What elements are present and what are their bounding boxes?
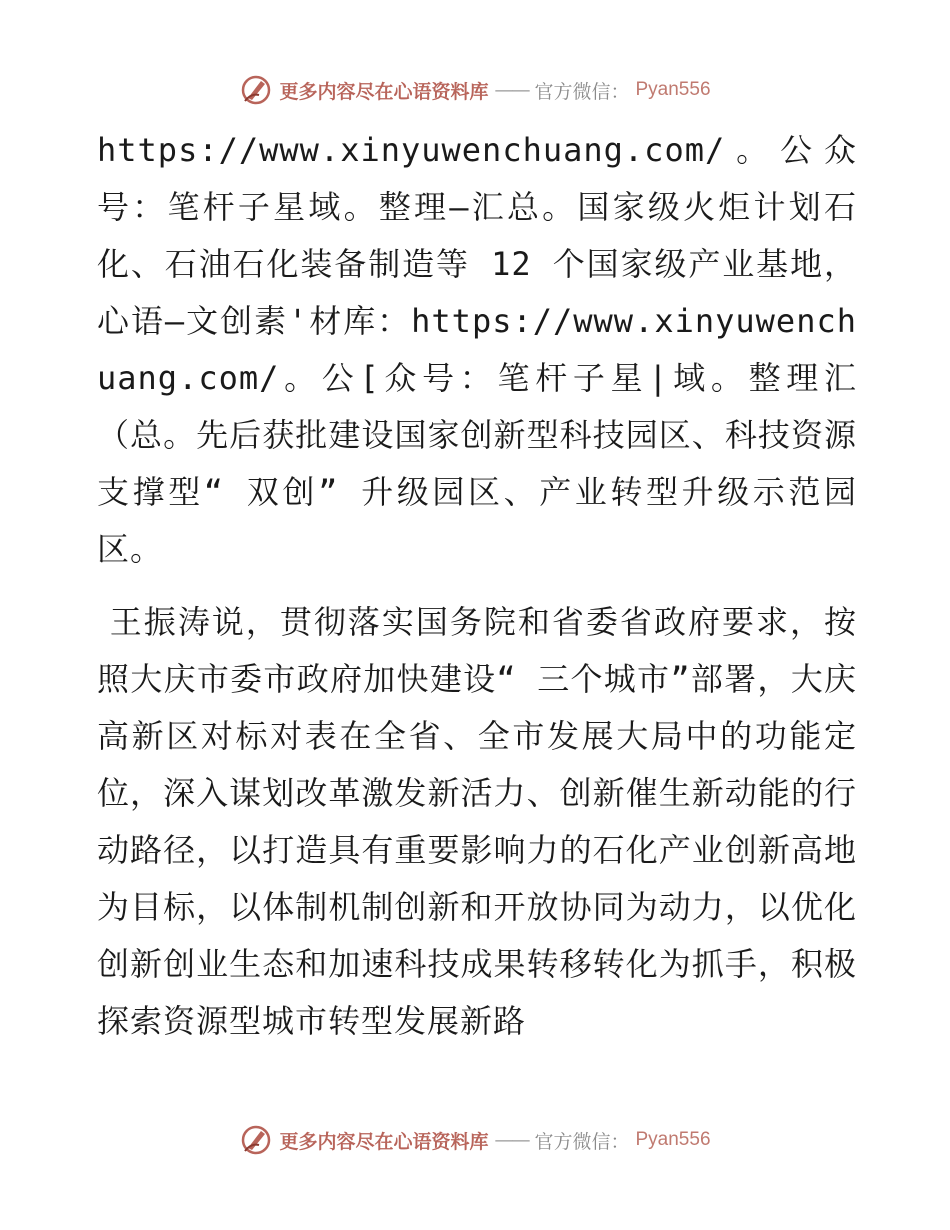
banner-wechat-handle: Pyan556 [635, 79, 711, 100]
banner-brand-text: 更多内容尽在心语资料库 [279, 1130, 489, 1153]
paragraph-1: https://www.xinyuwenchuang.com/。公众号：笔杆子星域。整理—汇总。国家级火炬计划石化、石油石化装备制造等 12 个国家级产业基地，心语—文创素'材库：https://www.xinyuwenchuang.com/。公[众号：笔杆子星|域。整理汇（总。先后获批建设国家创新型科技园区、科技资源支撑型“ 双创” 升级园区、产业转型升级示范园区。 [97, 131, 857, 568]
document-body [97, 122, 857, 1050]
banner-dash: —— [494, 79, 529, 101]
banner-wechat-label: 官方微信： [534, 80, 630, 103]
header-banner [0, 70, 950, 110]
footer-banner [0, 1120, 950, 1160]
banner-dash: —— [494, 1129, 529, 1151]
logo-pen-icon [239, 73, 273, 107]
banner-wechat-label: 官方微信： [534, 1130, 630, 1153]
banner-wechat-handle: Pyan556 [635, 1129, 711, 1150]
banner-brand-text: 更多内容尽在心语资料库 [279, 80, 489, 103]
paragraph-2: 王振涛说，贯彻落实国务院和省委省政府要求，按照大庆市委市政府加快建设“ 三个城市”部署，大庆高新区对标对表在全省、全市发展大局中的功能定位，深入谋划改革激发新活力、创新催生新动能的行动路径，以打造具有重要影响力的石化产业创新高地为目标，以体制机制创新和开放协同为动力，以优化创新创业生态和加速科技成果转移转化为抓手，积极探索资源型城市转型发展新路 [97, 603, 857, 1040]
logo-pen-icon [239, 1123, 273, 1157]
